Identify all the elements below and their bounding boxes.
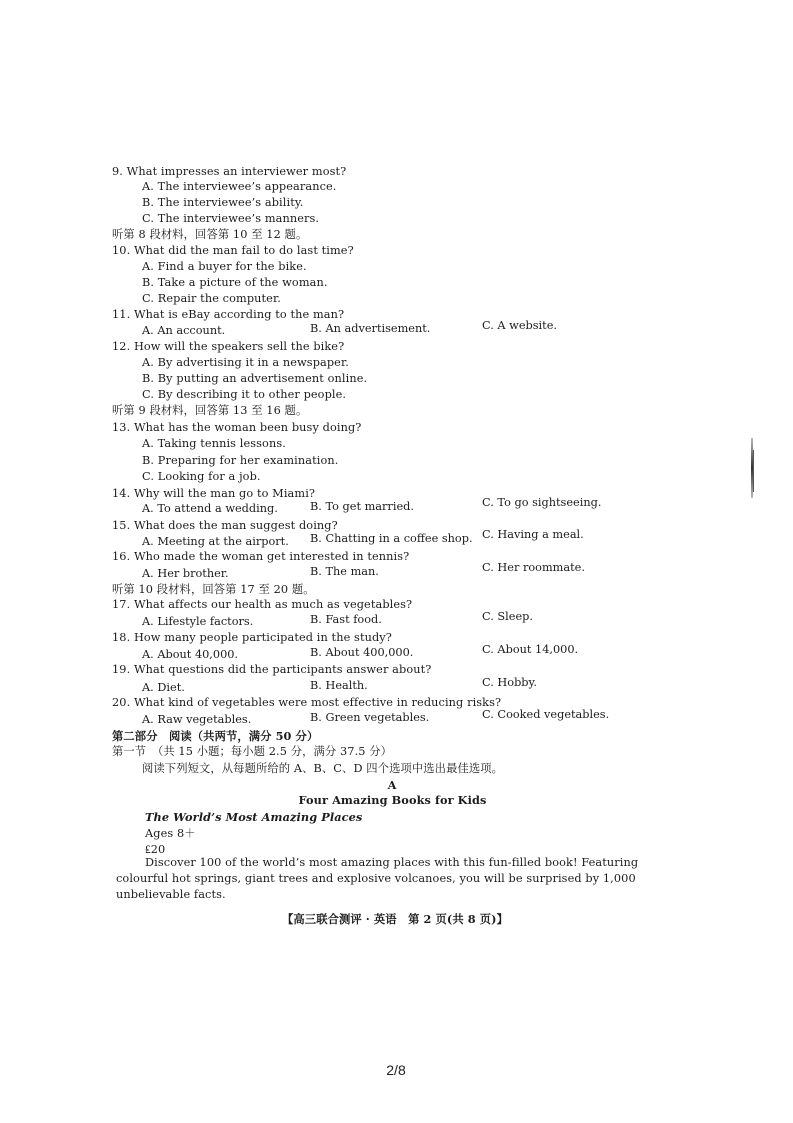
q9-option-c: C. The interviewee’s manners. <box>142 212 320 225</box>
q16-option-c: C. Her roommate. <box>482 561 585 574</box>
question-18: 18. How many people participated in the study? <box>112 631 392 644</box>
book-description-line-3: unbelievable facts. <box>116 888 226 901</box>
section-9-heading: 听第 9 段材料，回答第 13 至 16 题。 <box>112 404 308 417</box>
book-ages: Ages 8＋ <box>145 827 196 840</box>
reading-instruction: 阅读下列短文，从每题所给的 A、B、C、D 四个选项中选出最佳选项。 <box>142 762 504 775</box>
q20-option-c: C. Cooked vegetables. <box>482 708 610 721</box>
question-16: 16. Who made the woman get interested in tennis? <box>112 550 410 563</box>
scan-artifact-inner <box>753 450 754 492</box>
q12-option-c: C. By describing it to other people. <box>142 388 347 401</box>
question-10: 10. What did the man fail to do last time? <box>112 244 354 257</box>
q12-option-a: A. By advertising it in a newspaper. <box>142 356 349 369</box>
q19-option-c: C. Hobby. <box>482 676 538 689</box>
q14-option-b: B. To get married. <box>310 500 414 513</box>
question-20: 20. What kind of vegetables were most effective in reducing risks? <box>112 696 502 709</box>
q11-option-c: C. A website. <box>482 319 557 332</box>
q12-option-b: B. By putting an advertisement online. <box>142 372 368 385</box>
part-2-heading: 第二部分 阅读（共两节，满分 50 分） <box>112 729 319 743</box>
book-price: ₤20 <box>145 843 166 856</box>
q10-option-b: B. Take a picture of the woman. <box>142 276 328 289</box>
passage-letter: A <box>387 778 397 792</box>
question-17: 17. What affects our health as much as vegetables? <box>112 598 413 611</box>
book-description-line-1: Discover 100 of the world’s most amazing places with this fun-filled book! Featuring <box>145 856 639 869</box>
section-10-heading: 听第 10 段材料，回答第 17 至 20 题。 <box>112 583 315 596</box>
q20-option-b: B. Green vegetables. <box>310 711 430 724</box>
q11-option-b: B. An advertisement. <box>310 322 431 335</box>
q13-option-c: C. Looking for a job. <box>142 470 261 483</box>
book-title: The World’s Most Amazing Places <box>145 810 363 824</box>
q11-option-a: A. An account. <box>142 324 226 337</box>
q9-option-b: B. The interviewee’s ability. <box>142 196 304 209</box>
book-description-line-2: colourful hot springs, giant trees and explosive volcanoes, you will be surprised by 1,000 <box>116 872 636 885</box>
q17-option-b: B. Fast food. <box>310 613 382 626</box>
q14-option-c: C. To go sightseeing. <box>482 496 602 509</box>
question-12: 12. How will the speakers sell the bike? <box>112 340 345 353</box>
q15-option-a: A. Meeting at the airport. <box>142 535 289 548</box>
q19-option-b: B. Health. <box>310 679 368 692</box>
q20-option-a: A. Raw vegetables. <box>142 713 252 726</box>
q10-option-c: C. Repair the computer. <box>142 292 281 305</box>
q15-option-b: B. Chatting in a coffee shop. <box>310 532 473 545</box>
question-13: 13. What has the woman been busy doing? <box>112 421 362 434</box>
question-14: 14. Why will the man go to Miami? <box>112 487 316 500</box>
question-19: 19. What questions did the participants answer about? <box>112 663 432 676</box>
question-11: 11. What is eBay according to the man? <box>112 308 345 321</box>
page-indicator: 2/8 <box>386 1062 406 1078</box>
q14-option-a: A. To attend a wedding. <box>142 502 278 515</box>
q19-option-a: A. Diet. <box>142 681 185 694</box>
q16-option-b: B. The man. <box>310 565 379 578</box>
q18-option-a: A. About 40,000. <box>142 648 239 661</box>
q18-option-b: B. About 400,000. <box>310 646 414 659</box>
q10-option-a: A. Find a buyer for the bike. <box>142 260 307 273</box>
q17-option-a: A. Lifestyle factors. <box>142 615 254 628</box>
q18-option-c: C. About 14,000. <box>482 643 579 656</box>
page-footer: 【高三联合测评 · 英语 第 2 页(共 8 页)】 <box>282 912 508 926</box>
part-2-section-1-heading: 第一节 （共 15 小题；每小题 2.5 分，满分 37.5 分） <box>112 745 393 758</box>
q13-option-b: B. Preparing for her examination. <box>142 454 339 467</box>
q15-option-c: C. Having a meal. <box>482 528 584 541</box>
question-9: 9. What impresses an interviewer most? <box>112 165 347 178</box>
q17-option-c: C. Sleep. <box>482 610 533 623</box>
question-15: 15. What does the man suggest doing? <box>112 519 338 532</box>
section-8-heading: 听第 8 段材料，回答第 10 至 12 题。 <box>112 228 308 241</box>
q13-option-a: A. Taking tennis lessons. <box>142 437 286 450</box>
q16-option-a: A. Her brother. <box>142 567 229 580</box>
q9-option-a: A. The interviewee’s appearance. <box>142 180 337 193</box>
passage-title: Four Amazing Books for Kids <box>298 793 487 807</box>
